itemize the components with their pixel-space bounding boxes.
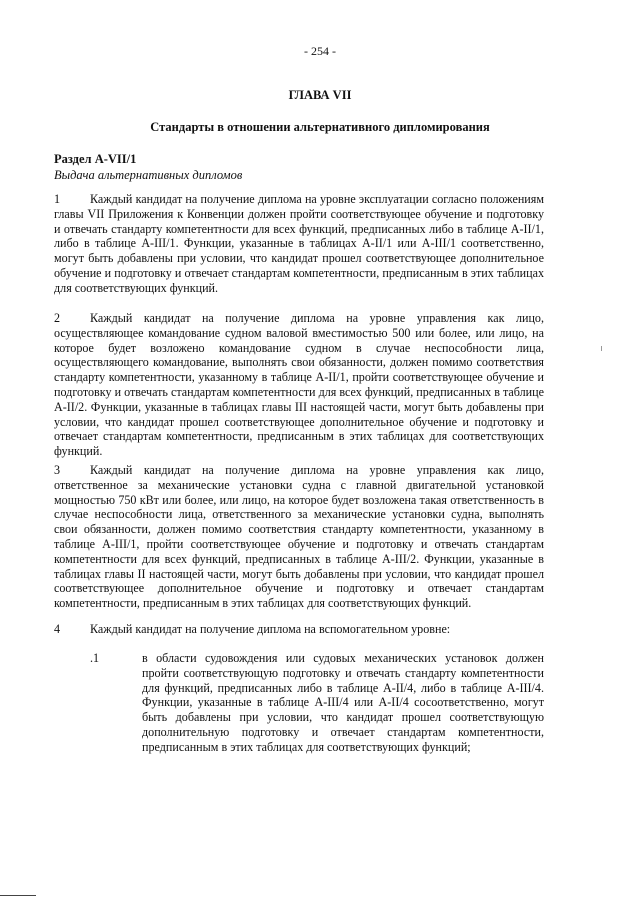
paragraph-text: Каждый кандидат на получение диплома на уровне управления как лицо, осуществляющее командование судном валовой вместимостью 500 или более, или лицо, на которое будет возложено командование судном в случае неспособности лица, осуществляющего командование, выполнять свои обязанности, должен помимо соответствия стандарту компетентности, указанному в таблице A-II/1, пройти соответствующее обучение и подготовку и отвечать стандартам компетентности для всех функций, предписанных в таблице A-II/2. Функции, указанные в таблицах главы III настоящей части, могут быть добавлены при условии, что кандидат прошел соответствующее дополнительное обучение и подготовку и отвечает стандартам компетентности, предписанным в этих таблицах для соответствующих функций.: [54, 311, 544, 459]
scan-artifact-line: [0, 895, 36, 896]
standards-title: Стандарты в отношении альтернативного дипломирования: [150, 120, 490, 134]
scan-artifact: [601, 346, 602, 351]
paragraph-text: Каждый кандидат на получение диплома на уровне управления как лицо, ответственное за механические установки судна с главной двигательной установкой мощностью 750 кВт или более, или лицо, на которое будет возложена такая ответственность в случае неспособности лица, ответственного за механические установки судна, выполнять свои обязанности, должен помимо соответствия стандарту компетентности, указанному в таблице A-III/1, пройти соответствующее обучение и подготовку и отвечать стандартам компетентности для всех функций, предписанных в таблице A-III/2. Функции, указанные в таблицах главы II настоящей части, могут быть добавлены при условии, что кандидат прошел соответствующее дополнительное обучение и подготовку и отвечает стандартам компетентности, предписанным в этих таблицах для соответствующих функций.: [54, 463, 544, 611]
page-number: - 254 -: [304, 44, 336, 58]
paragraph-1: [54, 192, 544, 296]
paragraph-number: 3: [54, 463, 61, 477]
paragraph-number: 4: [54, 622, 61, 636]
paragraph-2: [54, 311, 544, 459]
subparagraph-number: .1: [90, 651, 100, 665]
section-heading: Раздел A-VII/1: [54, 152, 137, 166]
section-subtitle: Выдача альтернативных дипломов: [54, 168, 243, 182]
paragraph-4: [54, 622, 544, 637]
paragraph-3: [54, 463, 544, 611]
subparagraph-1: в области судовождения или судовых механических установок должен пройти соответствующую подготовку и отвечать стандарту компетентности для функций, предписанных либо в таблице A-II/4, либо в таблице A-III/4. Функции, указанные в таблице A-III/4 или A-II/4 сосоответственно, могут быть добавлены при условии, что кандидат прошел соответствующую дополнительную подготовку и отвечает стандартам компетентности, предписанным в этих таблицах для соответствующих функций;: [142, 651, 544, 754]
paragraph-number: 2: [54, 311, 61, 325]
chapter-title: ГЛАВА VII: [288, 88, 352, 102]
paragraph-number: 1: [54, 192, 61, 206]
paragraph-text: Каждый кандидат на получение диплома на уровне эксплуатации согласно положениям главы VII Приложения к Конвенции должен пройти соответствующее обучение и подготовку и отвечать стандарту компетентности для всех функций, предписанных либо в таблице A-II/1, либо в таблице A-III/1. Функции, указанные в таблицах A-II/1 или A-III/1 соответственно, могут быть добавлены при условии, что кандидат прошел соответствующее дополнительное обучение и подготовку и отвечает стандартам компетентности, предписанным в этих таблицах для соответствующих функций.: [54, 192, 544, 295]
paragraph-text: Каждый кандидат на получение диплома на вспомогательном уровне:: [90, 622, 451, 636]
